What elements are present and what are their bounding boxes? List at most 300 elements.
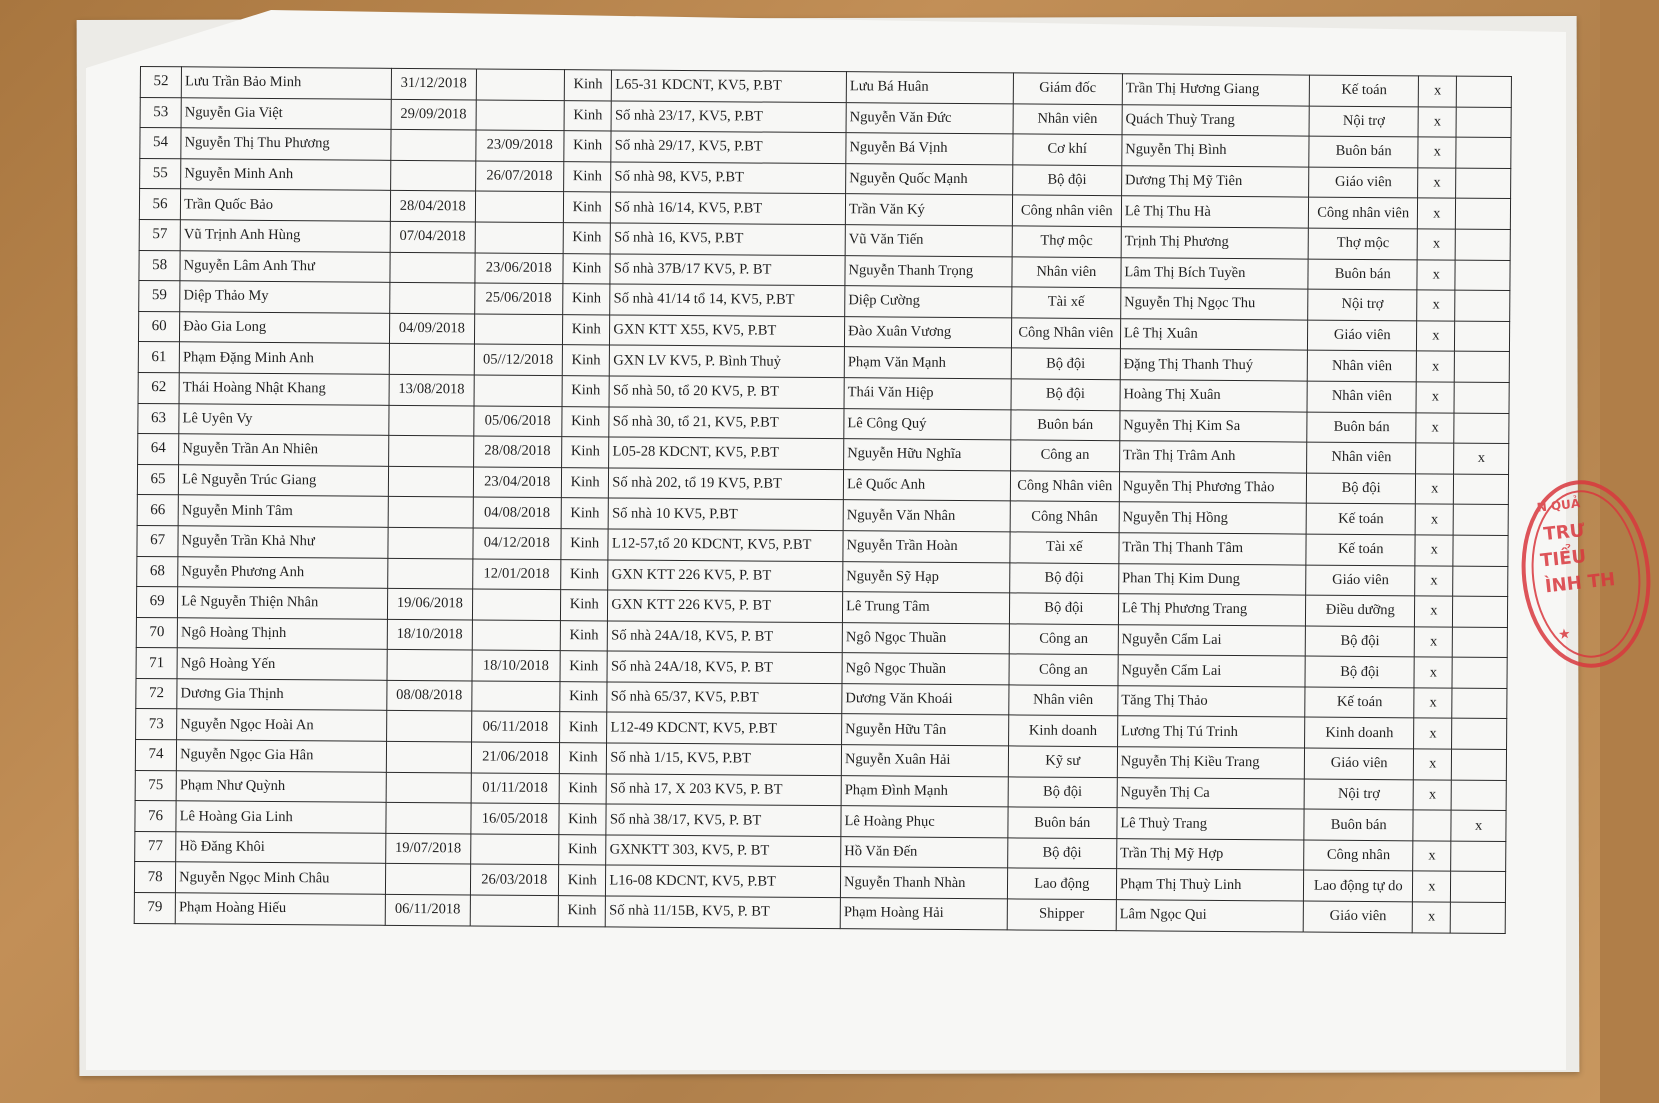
row-number-cell: 73	[136, 709, 177, 740]
father-name-cell: Nguyễn Thanh Nhàn	[840, 867, 1007, 899]
dob-female-cell: 04/12/2018	[472, 528, 561, 559]
father-name-cell: Nguyễn Xuân Hải	[841, 745, 1008, 777]
dob-female-cell: 23/04/2018	[473, 467, 562, 498]
mark-col-2-cell	[1453, 535, 1508, 566]
mark-col-1-cell: x	[1415, 504, 1453, 535]
mother-name-cell: Nguyễn Cẩm Lai	[1118, 655, 1306, 687]
student-name-cell: Nguyễn Trần An Nhiên	[179, 434, 389, 466]
ethnicity-cell: Kinh	[563, 223, 611, 254]
mark-col-1-cell: x	[1416, 474, 1454, 505]
student-name-cell: Phạm Như Quỳnh	[176, 770, 386, 802]
row-number-cell: 65	[137, 464, 178, 495]
mark-col-1-cell: x	[1419, 76, 1457, 107]
dob-female-cell	[470, 834, 559, 865]
address-cell: Số nhà 65/37, KV5, P.BT	[607, 682, 842, 714]
student-name-cell: Nguyễn Ngọc Minh Châu	[176, 862, 386, 894]
row-number-cell: 58	[139, 250, 180, 281]
address-cell: Số nhà 38/17, KV5, P. BT	[606, 804, 841, 836]
dob-male-cell	[388, 497, 473, 528]
mark-col-1-cell: x	[1415, 565, 1453, 596]
mark-col-1-cell: x	[1414, 627, 1452, 658]
address-cell: Số nhà 37B/17 KV5, P. BT	[610, 254, 845, 286]
mark-col-1-cell: x	[1413, 780, 1451, 811]
father-name-cell: Nguyễn Bá Vịnh	[846, 133, 1013, 165]
ethnicity-cell: Kinh	[560, 651, 608, 682]
address-cell: GXN KTT 226 KV5, P. BT	[608, 590, 843, 622]
dob-male-cell	[386, 864, 471, 895]
dob-female-cell	[475, 191, 564, 222]
dob-male-cell	[386, 741, 471, 772]
ethnicity-cell: Kinh	[563, 192, 611, 223]
mother-name-cell: Nguyễn Thị Ca	[1117, 777, 1305, 809]
student-name-cell: Lê Hoàng Gia Linh	[176, 801, 386, 833]
father-occupation-cell: Lao động	[1007, 868, 1116, 899]
father-name-cell: Nguyễn Hữu Nghĩa	[844, 439, 1011, 471]
father-name-cell: Nguyễn Thanh Trọng	[845, 255, 1012, 287]
dob-male-cell	[391, 130, 476, 161]
mother-name-cell: Trần Thị Hương Giang	[1122, 74, 1310, 106]
father-occupation-cell: Giám đốc	[1013, 73, 1122, 104]
mother-name-cell: Dương Thị Mỹ Tiên	[1121, 165, 1309, 197]
mother-occupation-cell: Buôn bán	[1304, 809, 1413, 840]
mark-col-1-cell: x	[1416, 412, 1454, 443]
student-name-cell: Nguyễn Ngọc Gia Hân	[176, 740, 386, 772]
father-name-cell: Thái Văn Hiệp	[844, 378, 1011, 410]
mother-occupation-cell: Giáo viên	[1306, 565, 1415, 596]
mother-occupation-cell: Kế toán	[1306, 534, 1415, 565]
mark-col-2-cell	[1454, 474, 1509, 505]
address-cell: Số nhà 16, KV5, P.BT	[611, 223, 846, 255]
mark-col-1-cell: x	[1415, 535, 1453, 566]
mother-occupation-cell: Nội trợ	[1304, 779, 1413, 810]
stamp-text-4: ÌNH TH	[1544, 569, 1617, 598]
dob-female-cell	[476, 69, 565, 100]
mother-name-cell: Phan Thị Kim Dung	[1119, 563, 1307, 595]
mark-col-1-cell: x	[1413, 841, 1451, 872]
father-occupation-cell: Bộ đội	[1009, 593, 1118, 624]
father-name-cell: Nguyễn Sỹ Hạp	[843, 561, 1010, 593]
mother-name-cell: Trần Thị Mỹ Hợp	[1117, 839, 1305, 871]
row-number-cell: 55	[140, 158, 181, 189]
mother-name-cell: Đặng Thị Thanh Thuý	[1120, 349, 1308, 381]
student-name-cell: Thái Hoàng Nhật Khang	[179, 373, 389, 405]
mother-occupation-cell: Lao động tự do	[1304, 870, 1413, 901]
stamp-text-1: N QUẢ	[1536, 496, 1581, 515]
address-cell: Số nhà 202, tổ 19 KV5, P.BT	[609, 468, 844, 500]
stamp-text-3: TIỂU	[1539, 545, 1588, 572]
mark-col-2-cell	[1453, 566, 1508, 597]
dob-female-cell	[471, 681, 560, 712]
mother-occupation-cell: Bộ đội	[1305, 626, 1414, 657]
address-cell: L16-08 KDCNT, KV5, P.BT	[606, 865, 841, 897]
dob-female-cell: 18/10/2018	[472, 650, 561, 681]
ethnicity-cell: Kinh	[561, 498, 609, 529]
address-cell: Số nhà 50, tổ 20 KV5, P. BT	[609, 376, 844, 408]
mother-occupation-cell: Giáo viên	[1308, 320, 1417, 351]
dob-male-cell: 31/12/2018	[391, 68, 476, 99]
dob-female-cell: 05//12/2018	[474, 344, 563, 375]
mother-occupation-cell: Giáo viên	[1305, 748, 1414, 779]
mother-name-cell: Phạm Thị Thuỳ Linh	[1116, 869, 1304, 901]
father-name-cell: Lê Công Quý	[844, 408, 1011, 440]
mark-col-1-cell: x	[1418, 137, 1456, 168]
ethnicity-cell: Kinh	[559, 804, 607, 835]
address-cell: L12-57,tổ 20 KDCNT, KV5, P.BT	[608, 529, 843, 561]
mother-occupation-cell: Giáo viên	[1309, 167, 1418, 198]
dob-male-cell: 13/08/2018	[389, 374, 474, 405]
address-cell: GXN LV KV5, P. Bình Thuỷ	[610, 345, 845, 377]
mother-name-cell: Hoàng Thị Xuân	[1120, 380, 1308, 412]
mother-name-cell: Lâm Thị Bích Tuyền	[1121, 257, 1309, 289]
mark-col-2-cell	[1451, 841, 1506, 872]
father-occupation-cell: Nhân viên	[1012, 256, 1121, 287]
row-number-cell: 54	[140, 128, 181, 159]
ethnicity-cell: Kinh	[564, 70, 612, 101]
ethnicity-cell: Kinh	[558, 896, 606, 927]
father-occupation-cell: Bộ đội	[1009, 562, 1118, 593]
ethnicity-cell: Kinh	[560, 590, 608, 621]
mark-col-1-cell: x	[1418, 198, 1456, 229]
mother-name-cell: Lê Thị Thu Hà	[1121, 196, 1309, 228]
dob-male-cell: 19/07/2018	[386, 833, 471, 864]
student-name-cell: Phạm Hoàng Hiếu	[175, 893, 385, 925]
address-cell: Số nhà 10 KV5, P.BT	[608, 498, 843, 530]
student-name-cell: Nguyễn Minh Anh	[181, 159, 391, 191]
ethnicity-cell: Kinh	[562, 376, 610, 407]
mark-col-2-cell: x	[1454, 443, 1509, 474]
father-name-cell: Phạm Đình Mạnh	[841, 775, 1008, 807]
mother-occupation-cell: Giáo viên	[1303, 901, 1412, 932]
father-name-cell: Diệp Cường	[845, 286, 1012, 318]
father-name-cell: Nguyễn Trần Hoàn	[843, 531, 1010, 563]
dob-female-cell: 23/06/2018	[474, 253, 563, 284]
ethnicity-cell: Kinh	[560, 712, 608, 743]
student-name-cell: Phạm Đặng Minh Anh	[179, 342, 389, 374]
mother-occupation-cell: Công nhân viên	[1309, 197, 1418, 228]
mother-occupation-cell: Buôn bán	[1308, 259, 1417, 290]
address-cell: Số nhà 30, tổ 21, KV5, P.BT	[609, 406, 844, 438]
mother-name-cell: Trần Thị Thanh Tâm	[1119, 533, 1307, 565]
mother-name-cell: Lê Thị Xuân	[1120, 318, 1308, 350]
father-occupation-cell: Công nhân viên	[1012, 195, 1121, 226]
row-number-cell: 67	[137, 525, 178, 556]
mother-occupation-cell: Điều dưỡng	[1306, 595, 1415, 626]
father-occupation-cell: Thợ mộc	[1012, 226, 1121, 257]
mark-col-2-cell	[1455, 290, 1510, 321]
father-name-cell: Phạm Hoàng Hải	[840, 898, 1007, 930]
row-number-cell: 59	[139, 281, 180, 312]
row-number-cell: 62	[138, 372, 179, 403]
mark-col-1-cell: x	[1414, 749, 1452, 780]
mark-col-1-cell: x	[1417, 259, 1455, 290]
father-occupation-cell: Bộ đội	[1007, 838, 1116, 869]
mark-col-2-cell	[1456, 107, 1511, 138]
student-name-cell: Trần Quốc Bảo	[181, 189, 391, 221]
dob-male-cell	[388, 558, 473, 589]
father-name-cell: Trần Văn Ký	[845, 194, 1012, 226]
father-occupation-cell: Công Nhân viên	[1010, 471, 1119, 502]
dob-male-cell	[387, 711, 472, 742]
father-name-cell: Nguyễn Hữu Tân	[842, 714, 1009, 746]
ethnicity-cell: Kinh	[561, 467, 609, 498]
ethnicity-cell: Kinh	[562, 314, 610, 345]
address-cell: Số nhà 29/17, KV5, P.BT	[611, 131, 846, 163]
mother-occupation-cell: Bộ đội	[1305, 656, 1414, 687]
dob-female-cell: 26/03/2018	[470, 864, 559, 895]
mother-occupation-cell: Nhân viên	[1307, 442, 1416, 473]
dob-male-cell	[390, 282, 475, 313]
ethnicity-cell: Kinh	[564, 161, 612, 192]
mark-col-2-cell	[1453, 627, 1508, 658]
mark-col-1-cell	[1416, 443, 1454, 474]
father-name-cell: Nguyễn Văn Nhân	[843, 500, 1010, 532]
father-name-cell: Hồ Văn Đến	[841, 837, 1008, 869]
dob-female-cell	[472, 620, 561, 651]
mark-col-2-cell	[1452, 749, 1507, 780]
student-table-wrap	[134, 66, 1512, 934]
student-table	[134, 66, 1512, 934]
father-name-cell: Phạm Văn Mạnh	[844, 347, 1011, 379]
address-cell: Số nhà 11/15B, KV5, P. BT	[606, 896, 841, 928]
row-number-cell: 68	[137, 556, 178, 587]
dob-male-cell: 29/09/2018	[391, 99, 476, 130]
mother-name-cell: Lâm Ngọc Qui	[1116, 900, 1304, 932]
ethnicity-cell: Kinh	[561, 529, 609, 560]
row-number-cell: 52	[140, 67, 181, 98]
mark-col-2-cell	[1455, 351, 1510, 382]
row-number-cell: 64	[138, 434, 179, 465]
ethnicity-cell: Kinh	[564, 100, 612, 131]
ethnicity-cell: Kinh	[559, 743, 607, 774]
dob-male-cell	[389, 344, 474, 375]
address-cell: Số nhà 23/17, KV5, P.BT	[611, 101, 846, 133]
father-occupation-cell: Công an	[1010, 440, 1119, 471]
father-name-cell: Dương Văn Khoái	[842, 684, 1009, 716]
mark-col-2-cell	[1451, 872, 1506, 903]
mark-col-2-cell	[1456, 137, 1511, 168]
mark-col-2-cell	[1452, 657, 1507, 688]
father-occupation-cell: Bộ đội	[1012, 165, 1121, 196]
student-name-cell: Đào Gia Long	[180, 312, 390, 344]
student-name-cell: Ngô Hoàng Yến	[177, 648, 387, 680]
row-number-cell: 71	[136, 648, 177, 679]
ethnicity-cell: Kinh	[559, 773, 607, 804]
dob-male-cell	[389, 405, 474, 436]
ethnicity-cell: Kinh	[560, 620, 608, 651]
ethnicity-cell: Kinh	[561, 559, 609, 590]
student-name-cell: Dương Gia Thịnh	[177, 679, 387, 711]
dob-male-cell: 28/04/2018	[390, 191, 475, 222]
mother-name-cell: Lương Thị Tú Trinh	[1117, 716, 1305, 748]
address-cell: Số nhà 24A/18, KV5, P. BT	[608, 621, 843, 653]
mother-name-cell: Nguyễn Thị Hồng	[1119, 502, 1307, 534]
dob-male-cell	[390, 252, 475, 283]
mark-col-2-cell	[1457, 76, 1512, 107]
mark-col-2-cell	[1452, 719, 1507, 750]
father-occupation-cell: Kinh doanh	[1008, 715, 1117, 746]
dob-male-cell: 07/04/2018	[390, 221, 475, 252]
row-number-cell: 69	[136, 587, 177, 618]
mark-col-2-cell	[1456, 168, 1511, 199]
mother-name-cell: Trần Thị Trâm Anh	[1119, 441, 1307, 473]
mother-occupation-cell: Bộ đội	[1307, 473, 1416, 504]
row-number-cell: 61	[138, 342, 179, 373]
student-name-cell: Nguyễn Trần Khả Như	[178, 526, 388, 558]
dob-female-cell: 26/07/2018	[475, 161, 564, 192]
mark-col-2-cell	[1454, 413, 1509, 444]
dob-female-cell: 01/11/2018	[471, 773, 560, 804]
row-number-cell: 56	[139, 189, 180, 220]
mother-occupation-cell: Buôn bán	[1309, 136, 1418, 167]
mother-occupation-cell: Kế toán	[1309, 75, 1418, 106]
ethnicity-cell: Kinh	[564, 131, 612, 162]
father-occupation-cell: Nhân viên	[1013, 103, 1122, 134]
father-name-cell: Đào Xuân Vương	[845, 316, 1012, 348]
student-name-cell: Vũ Trịnh Anh Hùng	[180, 220, 390, 252]
mother-name-cell: Nguyễn Thị Kim Sa	[1120, 410, 1308, 442]
student-name-cell: Nguyễn Thị Thu Phương	[181, 128, 391, 160]
dob-male-cell	[387, 650, 472, 681]
address-cell: Số nhà 41/14 tổ 14, KV5, P.BT	[610, 284, 845, 316]
student-name-cell: Nguyễn Gia Việt	[181, 97, 391, 129]
mother-occupation-cell: Nhân viên	[1307, 350, 1416, 381]
mother-occupation-cell: Nội trợ	[1308, 289, 1417, 320]
mark-col-1-cell: x	[1416, 382, 1454, 413]
mother-name-cell: Nguyễn Thị Ngọc Thu	[1121, 288, 1309, 320]
mark-col-2-cell	[1453, 504, 1508, 535]
mark-col-1-cell: x	[1418, 106, 1456, 137]
row-number-cell: 70	[136, 617, 177, 648]
dob-male-cell	[391, 160, 476, 191]
address-cell: Số nhà 98, KV5, P.BT	[611, 162, 846, 194]
father-occupation-cell: Cơ khí	[1013, 134, 1122, 165]
dob-female-cell	[476, 100, 565, 131]
father-name-cell: Ngô Ngọc Thuần	[842, 622, 1009, 654]
father-name-cell: Lưu Bá Huân	[846, 72, 1013, 104]
dob-female-cell: 21/06/2018	[471, 742, 560, 773]
dob-male-cell	[386, 772, 471, 803]
father-occupation-cell: Công an	[1009, 654, 1118, 685]
student-name-cell: Nguyễn Ngọc Hoài An	[177, 709, 387, 741]
mark-col-1-cell: x	[1417, 351, 1455, 382]
address-cell: L65-31 KDCNT, KV5, P.BT	[612, 70, 847, 102]
student-name-cell: Ngô Hoàng Thịnh	[177, 617, 387, 649]
row-number-cell: 57	[139, 219, 180, 250]
mark-col-2-cell	[1455, 260, 1510, 291]
student-name-cell: Diệp Thảo My	[180, 281, 390, 313]
mark-col-2-cell	[1452, 688, 1507, 719]
dob-female-cell: 05/06/2018	[473, 405, 562, 436]
father-name-cell: Lê Quốc Anh	[843, 469, 1010, 501]
mark-col-1-cell: x	[1414, 657, 1452, 688]
address-cell: GXN KTT X55, KV5, P.BT	[610, 315, 845, 347]
dob-male-cell: 08/08/2018	[387, 680, 472, 711]
dob-female-cell: 06/11/2018	[471, 711, 560, 742]
student-name-cell: Lê Uyên Vy	[179, 403, 389, 435]
dob-male-cell: 04/09/2018	[390, 313, 475, 344]
father-occupation-cell: Buôn bán	[1008, 807, 1117, 838]
dob-female-cell	[474, 314, 563, 345]
mark-col-1-cell: x	[1418, 168, 1456, 199]
mother-name-cell: Tăng Thị Thảo	[1118, 686, 1306, 718]
address-cell: L12-49 KDCNT, KV5, P.BT	[607, 712, 842, 744]
mark-col-2-cell: x	[1451, 810, 1506, 841]
row-number-cell: 75	[135, 770, 176, 801]
dob-female-cell: 28/08/2018	[473, 436, 562, 467]
student-name-cell: Hồ Đăng Khôi	[176, 832, 386, 864]
student-name-cell: Lưu Trần Bảo Minh	[181, 67, 391, 99]
mark-col-1-cell: x	[1414, 688, 1452, 719]
dob-female-cell	[470, 895, 559, 926]
dob-female-cell: 04/08/2018	[473, 497, 562, 528]
ethnicity-cell: Kinh	[562, 406, 610, 437]
father-occupation-cell: Tài xế	[1011, 287, 1120, 318]
dob-female-cell: 16/05/2018	[470, 803, 559, 834]
row-number-cell: 66	[137, 495, 178, 526]
mark-col-1-cell: x	[1417, 229, 1455, 260]
mother-occupation-cell: Kinh doanh	[1305, 718, 1414, 749]
father-occupation-cell: Kỹ sư	[1008, 746, 1117, 777]
dob-male-cell: 06/11/2018	[385, 894, 470, 925]
mother-name-cell: Nguyễn Thị Phương Thảo	[1119, 471, 1307, 503]
address-cell: L05-28 KDCNT, KV5, P.BT	[609, 437, 844, 469]
mark-col-2-cell	[1451, 780, 1506, 811]
dob-female-cell: 23/09/2018	[475, 130, 564, 161]
student-table-body	[134, 67, 1511, 934]
dob-male-cell	[386, 803, 471, 834]
ethnicity-cell: Kinh	[563, 253, 611, 284]
address-cell: Số nhà 16/14, KV5, P.BT	[611, 192, 846, 224]
student-name-cell: Nguyễn Lâm Anh Thư	[180, 250, 390, 282]
mark-col-1-cell	[1413, 810, 1451, 841]
mother-occupation-cell: Nội trợ	[1309, 106, 1418, 137]
stamp-text-2: TRƯ	[1542, 519, 1586, 546]
ethnicity-cell: Kinh	[560, 681, 608, 712]
row-number-cell: 60	[138, 311, 179, 342]
row-number-cell: 79	[134, 893, 175, 924]
student-name-cell: Lê Nguyễn Trúc Giang	[179, 465, 389, 497]
row-number-cell: 78	[134, 862, 175, 893]
mark-col-2-cell	[1454, 382, 1509, 413]
row-number-cell: 63	[138, 403, 179, 434]
mark-col-1-cell: x	[1413, 871, 1451, 902]
father-occupation-cell: Buôn bán	[1011, 409, 1120, 440]
dob-female-cell	[472, 589, 561, 620]
father-name-cell: Ngô Ngọc Thuần	[842, 653, 1009, 685]
father-name-cell: Lê Hoàng Phục	[841, 806, 1008, 838]
address-cell: GXN KTT 226 KV5, P. BT	[608, 559, 843, 591]
father-occupation-cell: Bộ đội	[1011, 348, 1120, 379]
ethnicity-cell: Kinh	[558, 865, 606, 896]
address-cell: Số nhà 17, X 203 KV5, P. BT	[606, 774, 841, 806]
mother-occupation-cell: Buôn bán	[1307, 412, 1416, 443]
mark-col-1-cell: x	[1412, 902, 1450, 933]
father-name-cell: Vũ Văn Tiến	[845, 225, 1012, 257]
father-occupation-cell: Công Nhân	[1010, 501, 1119, 532]
father-occupation-cell: Tài xế	[1010, 532, 1119, 563]
father-name-cell: Nguyễn Văn Đức	[846, 102, 1013, 134]
mother-name-cell: Nguyễn Thị Kiều Trang	[1117, 747, 1305, 779]
mark-col-2-cell	[1451, 902, 1506, 933]
father-name-cell: Lê Trung Tâm	[842, 592, 1009, 624]
row-number-cell: 53	[140, 97, 181, 128]
dob-male-cell: 18/10/2018	[387, 619, 472, 650]
mark-col-2-cell	[1453, 596, 1508, 627]
mother-name-cell: Nguyễn Thị Bình	[1122, 135, 1310, 167]
mark-col-2-cell	[1456, 199, 1511, 230]
ethnicity-cell: Kinh	[563, 284, 611, 315]
address-cell: Số nhà 24A/18, KV5, P. BT	[607, 651, 842, 683]
